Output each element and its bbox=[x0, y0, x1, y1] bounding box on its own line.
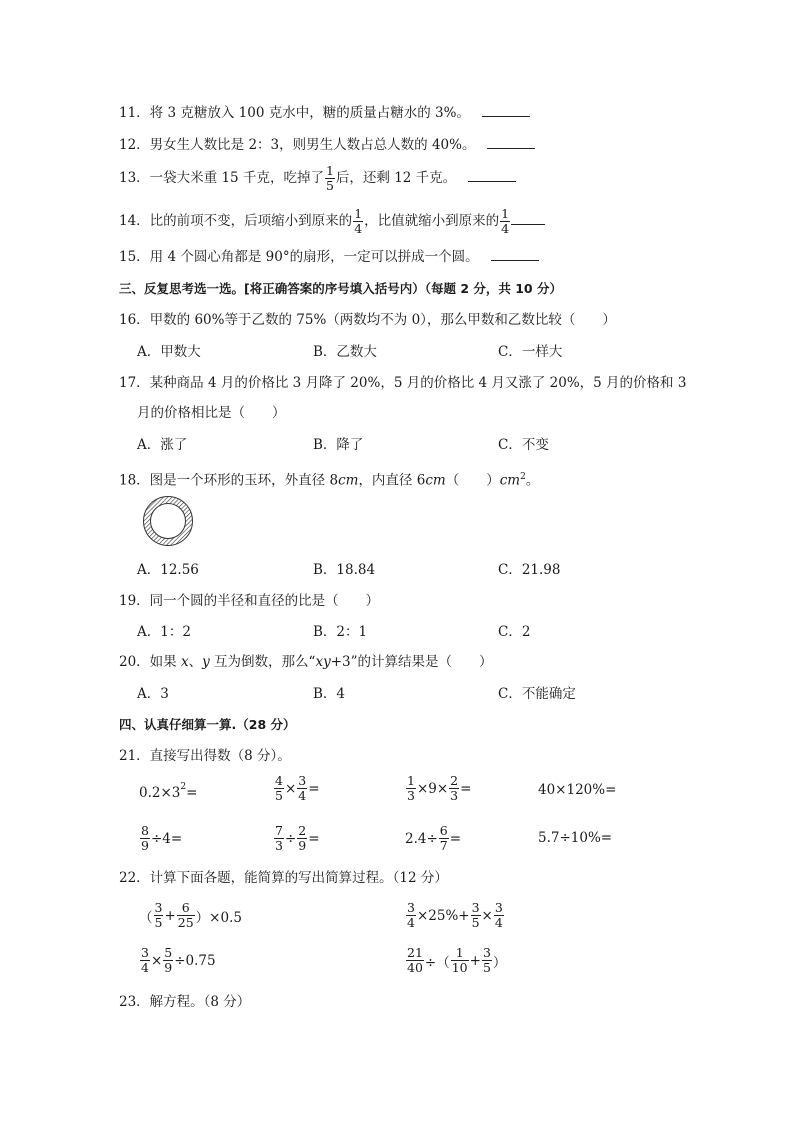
question-20-text-end: +3”的计算结果是（ ） bbox=[330, 654, 493, 670]
section-3-heading: 三、反复思考选一选。[将正确答案的序号填入括号内）（每题 2 分，共 10 分） bbox=[119, 281, 562, 296]
fraction bbox=[297, 774, 307, 803]
answer-blank[interactable] bbox=[487, 134, 535, 149]
calc-expression-4 bbox=[405, 946, 506, 975]
question-11-text: 11．将 3 克糖放入 100 克水中，糖的质量占糖水的 3%。 bbox=[119, 105, 470, 121]
fraction bbox=[406, 901, 416, 930]
fraction bbox=[449, 774, 459, 803]
denominator: 9 bbox=[141, 838, 149, 853]
operator: ÷ bbox=[284, 830, 297, 847]
calc-text: ÷（ bbox=[424, 954, 450, 971]
numerator: 6 bbox=[439, 823, 448, 838]
question-13-text: 13．一袋大米重 15 千克，吃掉了 bbox=[119, 170, 324, 186]
equals: = bbox=[449, 830, 462, 847]
question-13-text-end: 后，还剩 12 千克。 bbox=[335, 170, 457, 186]
numerator: 3 bbox=[471, 900, 480, 915]
variable-x: x bbox=[180, 654, 189, 670]
denominator: 3 bbox=[275, 838, 283, 853]
denominator: 4 bbox=[298, 788, 307, 803]
answer-blank[interactable] bbox=[468, 167, 516, 182]
question-17-text: 17．某种商品 4 月的价格比 3 月降了 20%，5 月的价格比 4 月又涨了 20%，5 月的价格和 3 bbox=[119, 375, 687, 391]
answer-blank[interactable] bbox=[511, 210, 545, 225]
paren: ） bbox=[492, 954, 507, 971]
option-a[interactable]: A．涨了 bbox=[137, 437, 188, 453]
calc-text: 0.2×3 bbox=[139, 785, 181, 801]
operator: × bbox=[150, 952, 163, 969]
denominator: 5 bbox=[154, 915, 163, 930]
punctuation: 。 bbox=[525, 472, 540, 489]
question-18-text: 18．图是一个环形的玉环，外直径 8 bbox=[119, 472, 339, 489]
question-11 bbox=[119, 102, 530, 123]
calc-item-6 bbox=[273, 824, 320, 853]
calc-expression-3 bbox=[139, 946, 216, 975]
question-12-text: 12．男女生人数比是 2：3，则男生人数占总人数的 40%。 bbox=[119, 137, 476, 153]
calc-item-3 bbox=[405, 774, 471, 803]
question-12 bbox=[119, 134, 535, 155]
option-b[interactable]: B．乙数大 bbox=[313, 344, 377, 360]
numerator: 1 bbox=[501, 206, 510, 221]
option-a[interactable]: A．甲数大 bbox=[137, 344, 201, 360]
numerator: 1 bbox=[354, 206, 363, 221]
option-c[interactable]: C．一样大 bbox=[498, 344, 563, 360]
question-13 bbox=[119, 164, 516, 193]
numerator: 8 bbox=[141, 823, 149, 838]
calc-text: ×25%+ bbox=[416, 907, 470, 924]
calc-item-5 bbox=[139, 824, 182, 853]
denominator: 9 bbox=[164, 960, 173, 975]
option-c[interactable]: C．不能确定 bbox=[498, 686, 576, 702]
calc-item-7 bbox=[405, 824, 461, 853]
question-18-text-mid: ，内直径 6 bbox=[358, 472, 426, 489]
numerator: 3 bbox=[494, 900, 503, 915]
equals: = bbox=[308, 780, 320, 797]
jade-ring-image bbox=[143, 496, 193, 546]
fraction bbox=[406, 774, 416, 803]
equals: = bbox=[460, 780, 472, 797]
fraction bbox=[406, 946, 424, 975]
denominator: 4 bbox=[494, 915, 503, 930]
question-18 bbox=[119, 467, 539, 491]
calc-text: ÷4= bbox=[150, 830, 183, 847]
fraction bbox=[482, 946, 492, 975]
option-c[interactable]: C．21.98 bbox=[498, 562, 561, 578]
fraction bbox=[140, 824, 150, 853]
operator: × bbox=[284, 780, 297, 797]
section-4-heading: 四、认真仔细算一算.（28 分） bbox=[119, 717, 296, 732]
calc-expression-1 bbox=[139, 901, 242, 930]
fraction bbox=[439, 824, 449, 853]
denominator: 5 bbox=[471, 915, 480, 930]
option-a[interactable]: A．12.56 bbox=[137, 562, 199, 578]
fraction bbox=[274, 824, 284, 853]
fraction bbox=[177, 901, 195, 930]
unit: cm bbox=[425, 472, 446, 489]
option-b[interactable]: B．18.84 bbox=[313, 562, 376, 578]
question-19-text: 19．同一个圆的半径和直径的比是（ ） bbox=[119, 593, 380, 609]
question-22-text: 22．计算下面各题，能简算的写出简算过程。（12 分） bbox=[119, 870, 448, 886]
calc-item-1 bbox=[139, 780, 197, 806]
numerator: 5 bbox=[164, 945, 173, 960]
question-16-text: 16．甲数的 60%等于乙数的 75%（两数均不为 0），那么甲数和乙数比较（ ） bbox=[119, 312, 616, 328]
calc-item-8: 5.7÷10%= bbox=[538, 830, 613, 846]
option-b[interactable]: B．2：1 bbox=[313, 624, 368, 640]
fraction bbox=[500, 207, 510, 236]
fraction bbox=[325, 164, 335, 193]
numerator: 2 bbox=[450, 773, 459, 788]
numerator: 4 bbox=[275, 773, 283, 788]
numerator: 3 bbox=[482, 945, 491, 960]
paren: （ bbox=[139, 909, 153, 926]
numerator: 6 bbox=[181, 900, 190, 915]
fraction bbox=[297, 824, 307, 853]
unit: cm bbox=[499, 472, 521, 489]
superscript: 2 bbox=[520, 472, 526, 482]
question-14-text: 14．比的前项不变，后项缩小到原来的 bbox=[119, 213, 353, 229]
operator: + bbox=[164, 907, 176, 924]
fraction bbox=[163, 946, 173, 975]
numerator: 3 bbox=[407, 900, 415, 915]
option-a[interactable]: A．1：2 bbox=[137, 624, 191, 640]
denominator: 4 bbox=[501, 221, 510, 236]
variable-y: y bbox=[202, 654, 210, 670]
calc-expression-2 bbox=[405, 901, 505, 930]
numerator: 1 bbox=[407, 773, 415, 788]
unit: cm bbox=[338, 472, 359, 489]
operator: ×9× bbox=[416, 780, 449, 797]
operator: × bbox=[481, 907, 493, 924]
equals: = bbox=[308, 830, 320, 847]
question-14-text-mid: ，比值就缩小到原来的 bbox=[364, 213, 500, 229]
question-14 bbox=[119, 207, 545, 236]
calc-item-2 bbox=[273, 774, 320, 803]
question-15 bbox=[119, 246, 539, 267]
question-17-text-cont: 月的价格相比是（ ） bbox=[137, 405, 286, 421]
denominator: 7 bbox=[439, 838, 448, 853]
denominator: 4 bbox=[354, 221, 363, 236]
numerator: 3 bbox=[154, 900, 163, 915]
denominator: 5 bbox=[325, 178, 334, 193]
answer-paren[interactable]: （ ） bbox=[445, 472, 500, 489]
option-c[interactable]: C．2 bbox=[498, 624, 531, 640]
equals: = bbox=[186, 785, 198, 801]
numerator: 3 bbox=[141, 945, 149, 960]
numerator: 1 bbox=[455, 945, 464, 960]
option-c[interactable]: C．不变 bbox=[498, 437, 549, 453]
question-21-text: 21．直接写出得数（8 分）。 bbox=[119, 748, 291, 764]
question-20 bbox=[119, 652, 493, 672]
numerator: 3 bbox=[298, 773, 307, 788]
fraction bbox=[471, 901, 481, 930]
denominator: 5 bbox=[482, 960, 491, 975]
numerator: 1 bbox=[325, 163, 334, 178]
separator: 、 bbox=[188, 654, 203, 670]
denominator: 10 bbox=[451, 960, 468, 975]
numerator: 21 bbox=[407, 945, 423, 960]
denominator: 5 bbox=[275, 788, 283, 803]
question-20-text: 20．如果 bbox=[119, 654, 177, 670]
expression-xy: xy bbox=[315, 654, 331, 670]
question-20-text-mid: 互为倒数，那么“ bbox=[214, 654, 316, 670]
denominator: 9 bbox=[298, 838, 307, 853]
operator: + bbox=[469, 952, 481, 969]
option-b[interactable]: B．降了 bbox=[313, 437, 364, 453]
calc-text: ）×0.5 bbox=[195, 909, 242, 926]
denominator: 3 bbox=[450, 788, 459, 803]
denominator: 4 bbox=[407, 915, 415, 930]
option-a[interactable]: A．3 bbox=[137, 686, 169, 702]
fraction bbox=[154, 901, 164, 930]
fraction bbox=[274, 774, 284, 803]
option-b[interactable]: B．4 bbox=[313, 686, 346, 702]
fraction bbox=[451, 946, 469, 975]
question-15-text: 15．用 4 个圆心角都是 90°的扇形，一定可以拼成一个圆。 bbox=[119, 249, 479, 265]
fraction bbox=[140, 946, 150, 975]
superscript: 2 bbox=[180, 782, 187, 792]
calc-text: ÷0.75 bbox=[174, 952, 216, 969]
calc-item-4: 40×120%= bbox=[538, 782, 617, 798]
answer-blank[interactable] bbox=[491, 246, 539, 261]
denominator: 25 bbox=[177, 915, 194, 930]
denominator: 3 bbox=[407, 788, 415, 803]
denominator: 40 bbox=[407, 960, 423, 975]
numerator: 7 bbox=[275, 823, 283, 838]
fraction bbox=[494, 901, 504, 930]
answer-blank[interactable] bbox=[482, 102, 530, 117]
numerator: 2 bbox=[298, 823, 307, 838]
question-23-text: 23．解方程。（8 分） bbox=[119, 994, 251, 1010]
fraction bbox=[353, 207, 363, 236]
denominator: 4 bbox=[141, 960, 149, 975]
calc-text: 2.4÷ bbox=[405, 830, 438, 847]
